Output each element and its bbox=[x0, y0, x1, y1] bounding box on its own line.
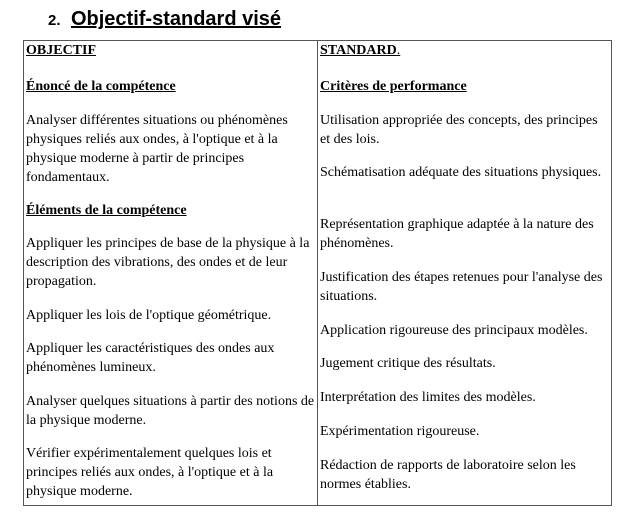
element-item: Vérifier expérimentalement quelques lois et principes reliés aux ondes, à l'optique et à la physique moderne. bbox=[26, 446, 274, 499]
element-item: Analyser quelques situations à partir des notions de la physique moderne. bbox=[26, 394, 315, 428]
section-number: 2. bbox=[48, 12, 61, 29]
element-item: Appliquer les caractéristiques des ondes aux phénomènes lumineux. bbox=[26, 341, 275, 375]
critere-item: Jugement critique des résultats. bbox=[320, 356, 496, 371]
elements-heading: Éléments de la compétence bbox=[26, 203, 187, 218]
critere-item: Représentation graphique adaptée à la nature des phénomènes. bbox=[320, 217, 594, 251]
critere-item: Expérimentation rigoureuse. bbox=[320, 424, 480, 439]
standard-header-label: STANDARD bbox=[320, 43, 397, 58]
critere-item: Utilisation appropriée des concepts, des principes et des lois. bbox=[320, 113, 598, 147]
critere-item: Schématisation adéquate des situations physiques. bbox=[320, 165, 602, 180]
objectif-header: OBJECTIF bbox=[26, 43, 97, 58]
element-item: Appliquer les lois de l'optique géométrique. bbox=[26, 308, 272, 323]
critere-item: Justification des étapes retenues pour l'analyse des situations. bbox=[320, 270, 603, 304]
section-title: Objectif-standard visé bbox=[70, 8, 282, 30]
critere-item: Interprétation des limites des modèles. bbox=[320, 390, 536, 405]
critere-item: Rédaction de rapports de laboratoire selon les normes établies. bbox=[320, 458, 576, 492]
standard-header bbox=[320, 41, 400, 60]
objectif-standard-table bbox=[23, 40, 612, 506]
criteres-heading: Critères de performance bbox=[320, 79, 467, 94]
enonce-heading: Énoncé de la compétence bbox=[26, 79, 176, 94]
standard-header-suffix: . bbox=[396, 43, 401, 58]
critere-item: Application rigoureuse des principaux modèles. bbox=[320, 323, 588, 338]
column-divider bbox=[317, 41, 318, 505]
enonce-text: Analyser différentes situations ou phénomènes physiques reliés aux ondes, à l'optique et à la physique moderne à partir de principes fondamentaux. bbox=[26, 113, 288, 185]
element-item: Appliquer les principes de base de la physique à la description des vibrations, des ondes et de leur propagation. bbox=[26, 236, 310, 289]
section-heading bbox=[48, 8, 281, 31]
